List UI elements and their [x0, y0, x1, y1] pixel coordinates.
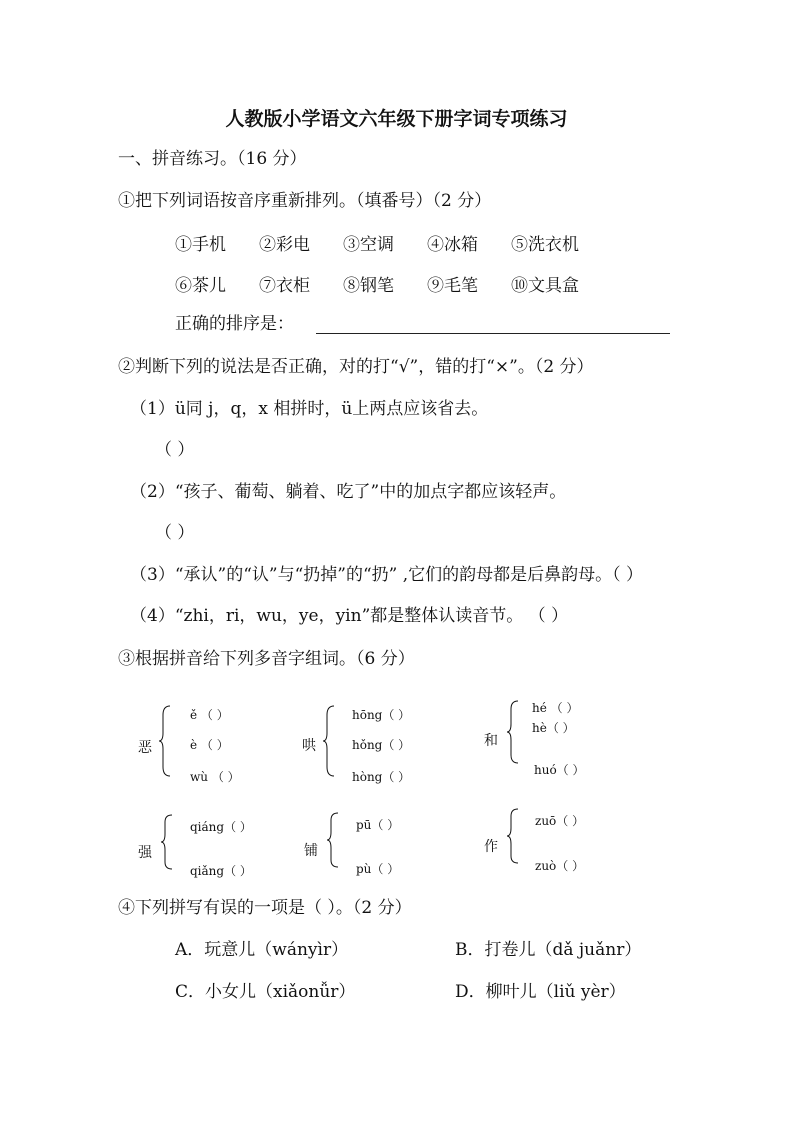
- question-4-prompt: ④下列拼写有误的一项是（ ）。（2 分）: [118, 898, 412, 918]
- question-3-prompt: ③根据拼音给下列多音字组词。（6 分）: [118, 649, 415, 669]
- brace-icon: [160, 814, 174, 870]
- brace-icon: [322, 705, 336, 777]
- pinyin-reading[interactable]: pù（ ）: [356, 862, 400, 876]
- pinyin-reading[interactable]: qiǎng（ ）: [190, 864, 252, 878]
- word-item: ①手机: [175, 235, 226, 255]
- brace-icon: [506, 808, 520, 864]
- polyphone-char: 作: [484, 839, 498, 855]
- polyphone-char: 铺: [304, 843, 318, 859]
- statement-4: （4）“zhi，ri，wu，ye，yin”都是整体认读音节。 （ ）: [130, 606, 569, 626]
- word-item: ⑨毛笔: [427, 276, 478, 296]
- page-title: 人教版小学语文六年级下册字词专项练习: [225, 108, 568, 130]
- word-item: ⑥茶儿: [175, 276, 226, 296]
- word-item: ⑧钢笔: [343, 276, 394, 296]
- pinyin-reading[interactable]: hé （ ）: [532, 701, 579, 715]
- option-c[interactable]: C．小女儿（xiǎonǚr）: [175, 982, 356, 1002]
- polyphone-char: 哄: [302, 738, 316, 754]
- pinyin-reading[interactable]: zuō（ ）: [535, 814, 585, 828]
- option-d[interactable]: D．柳叶儿（liǔ yèr）: [455, 982, 626, 1002]
- pinyin-reading[interactable]: hōng（ ）: [352, 708, 411, 722]
- word-item: ⑦衣柜: [259, 276, 310, 296]
- word-item: ②彩电: [259, 235, 310, 255]
- word-item: ⑩文具盒: [511, 276, 579, 296]
- pinyin-reading[interactable]: zuò（ ）: [535, 859, 585, 873]
- option-b[interactable]: B．打卷儿（dǎ juǎnr）: [455, 940, 642, 960]
- brace-icon: [506, 700, 520, 764]
- pinyin-reading[interactable]: è （ ）: [190, 738, 229, 752]
- statement-1: （1）ü同 j，q，x 相拼时，ü上两点应该省去。: [130, 399, 489, 419]
- answer-paren[interactable]: （ ）: [155, 440, 195, 460]
- pinyin-reading[interactable]: hǒng（ ）: [352, 738, 411, 752]
- polyphone-char: 恶: [138, 740, 152, 756]
- answer-blank[interactable]: [316, 333, 670, 334]
- word-item: ④冰箱: [427, 235, 478, 255]
- statement-3: （3）“承认”的“认”与“扔掉”的“扔” ,它们的韵母都是后鼻韵母。（ ）: [130, 565, 644, 585]
- pinyin-reading[interactable]: huó（ ）: [534, 763, 585, 777]
- pinyin-reading[interactable]: qiáng（ ）: [190, 820, 252, 834]
- question-1-prompt: ①把下列词语按音序重新排列。（填番号）（2 分）: [118, 191, 492, 211]
- polyphone-char: 强: [138, 845, 152, 861]
- question-2-prompt: ②判断下列的说法是否正确，对的打“√”，错的打“×”。（2 分）: [118, 357, 594, 377]
- section-heading: 一、拼音练习。（16 分）: [118, 149, 307, 169]
- polyphone-char: 和: [484, 733, 498, 749]
- pinyin-reading[interactable]: hè（ ）: [532, 721, 575, 735]
- answer-label: 正确的排序是：: [175, 314, 294, 334]
- word-item: ③空调: [343, 235, 394, 255]
- pinyin-reading[interactable]: pū（ ）: [356, 818, 400, 832]
- statement-2: （2）“孩子、葡萄、躺着、吃了”中的加点字都应该轻声。: [130, 482, 567, 502]
- pinyin-reading[interactable]: ě （ ）: [190, 708, 229, 722]
- brace-icon: [158, 705, 172, 777]
- pinyin-reading[interactable]: hòng（ ）: [352, 770, 411, 784]
- word-item: ⑤洗衣机: [511, 235, 579, 255]
- pinyin-reading[interactable]: wù （ ）: [190, 770, 240, 784]
- option-a[interactable]: A．玩意儿（wányìr）: [175, 940, 349, 960]
- brace-icon: [326, 812, 340, 868]
- answer-paren[interactable]: （ ）: [155, 523, 195, 543]
